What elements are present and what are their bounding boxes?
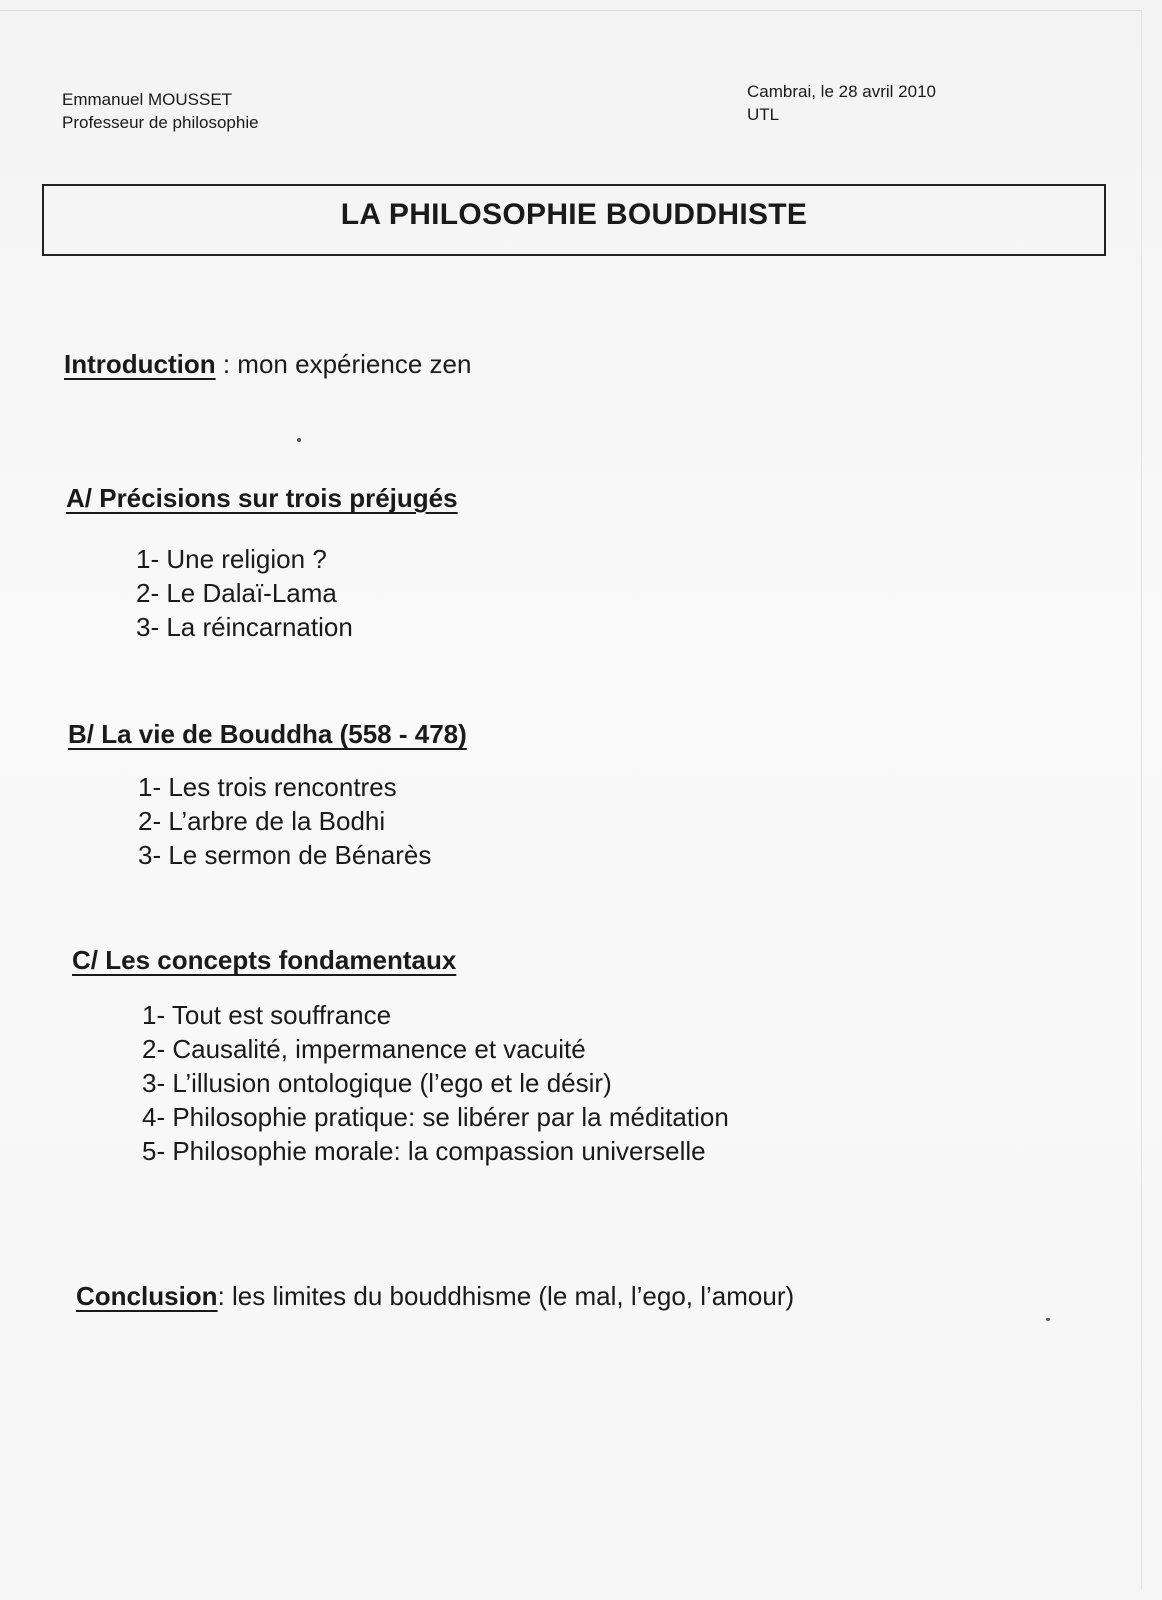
section-c-item-2: 2- Causalité, impermanence et vacuité <box>142 1034 586 1064</box>
section-a-item-3: 3- La réincarnation <box>136 612 353 642</box>
section-b-item-2: 2- L’arbre de la Bodhi <box>138 806 386 836</box>
author-name: Emmanuel MOUSSET <box>62 90 233 109</box>
document-title: LA PHILOSOPHIE BOUDDHISTE <box>340 198 808 231</box>
scan-edge-top <box>0 10 1142 11</box>
section-b-item-3: 3- Le sermon de Bénarès <box>138 840 432 870</box>
place-date: Cambrai, le 28 avril 2010 <box>747 82 936 101</box>
conclusion-text: : les limites du bouddhisme (le mal, l’ego, l’amour) <box>217 1281 795 1311</box>
section-a-item-2: 2- Le Dalaï-Lama <box>136 578 337 608</box>
section-c-item-4: 4- Philosophie pratique: se libérer par la méditation <box>142 1102 729 1132</box>
section-c-item-3: 3- L’illusion ontologique (l’ego et le désir) <box>142 1068 612 1098</box>
section-c-heading: C/ Les concepts fondamentaux <box>72 945 457 975</box>
institution: UTL <box>747 105 780 124</box>
place-date-block <box>747 80 936 126</box>
conclusion-line <box>76 1280 794 1312</box>
scan-speck <box>297 438 301 442</box>
section-b-item-1: 1- Les trois rencontres <box>138 772 397 802</box>
section-c-item-5: 5- Philosophie morale: la compassion universelle <box>142 1136 706 1166</box>
scan-edge-right <box>1141 10 1142 1590</box>
section-a-item-1: 1- Une religion ? <box>136 544 327 574</box>
introduction-line <box>64 348 471 380</box>
section-a-heading: A/ Précisions sur trois préjugés <box>66 483 458 513</box>
author-role: Professeur de philosophie <box>62 113 259 132</box>
introduction-label: Introduction <box>64 349 216 379</box>
scan-speck <box>1046 1318 1050 1321</box>
section-b-heading: B/ La vie de Bouddha (558 - 478) <box>68 719 467 749</box>
title-box <box>42 184 1106 256</box>
conclusion-label: Conclusion <box>76 1281 218 1311</box>
section-c-item-1: 1- Tout est souffrance <box>142 1000 392 1030</box>
introduction-text: : mon expérience zen <box>215 349 472 379</box>
author-block <box>62 88 259 134</box>
